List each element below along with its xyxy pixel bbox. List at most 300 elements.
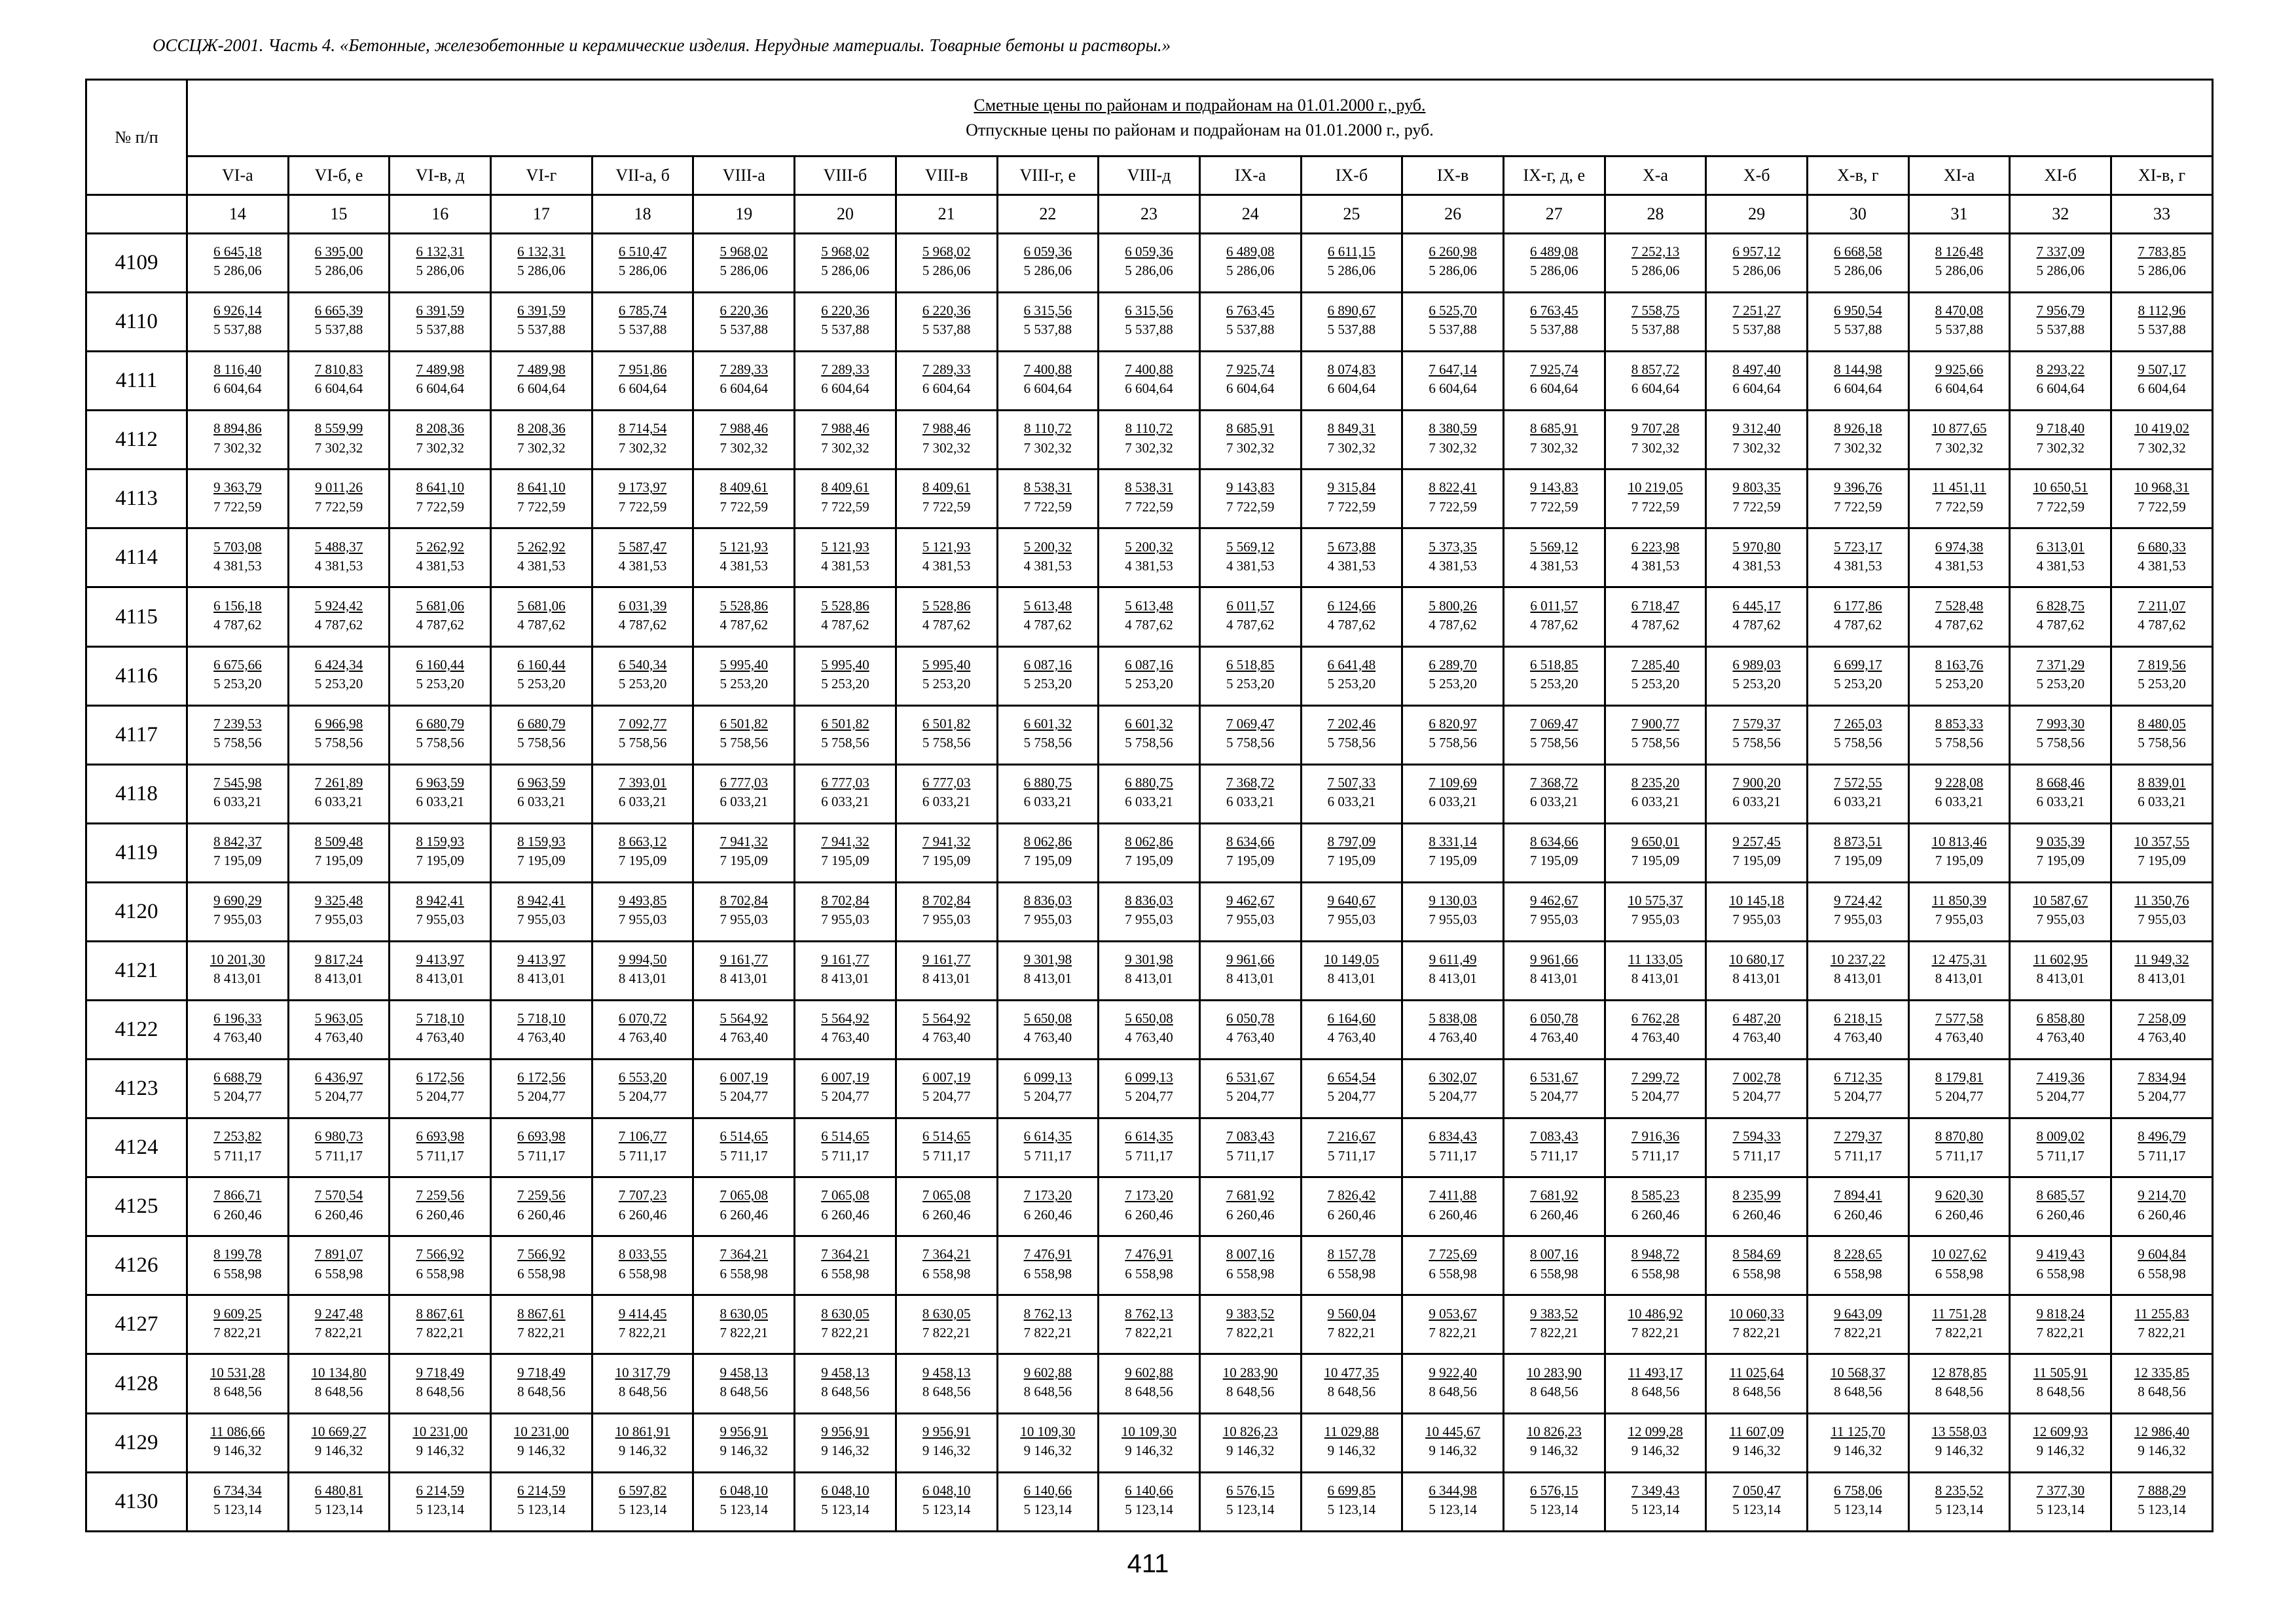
estimate-price: 10 109,30 — [1020, 1423, 1076, 1439]
price-cell — [491, 587, 592, 646]
price-cell — [795, 1060, 896, 1118]
release-price: 9 146,32 — [1023, 1442, 1072, 1458]
price-cell — [1099, 234, 1200, 293]
price-cell — [491, 764, 592, 823]
estimate-price: 11 086,66 — [210, 1423, 265, 1439]
release-price: 5 758,56 — [1732, 734, 1781, 750]
region-header: VIII-г, е — [997, 157, 1099, 195]
price-cell — [1503, 352, 1605, 411]
estimate-price: 8 762,13 — [1023, 1305, 1072, 1321]
price-cell — [1099, 1472, 1200, 1531]
estimate-price: 11 602,95 — [2033, 951, 2088, 968]
estimate-price: 7 681,92 — [1530, 1187, 1578, 1204]
release-price: 5 537,88 — [1732, 322, 1781, 338]
release-price: 5 123,14 — [1935, 1502, 1984, 1518]
release-price: 5 253,20 — [1530, 675, 1578, 692]
release-price: 4 787,62 — [1530, 616, 1578, 633]
price-cell — [693, 1060, 795, 1118]
price-cell — [2111, 411, 2213, 470]
estimate-price: 6 220,36 — [922, 303, 971, 319]
estimate-price: 10 317,79 — [615, 1364, 670, 1380]
price-cell — [1402, 941, 1504, 1000]
estimate-price: 6 611,15 — [1328, 244, 1376, 260]
price-cell — [1605, 352, 1706, 411]
estimate-price: 7 528,48 — [1935, 597, 1984, 614]
release-price: 6 033,21 — [1935, 794, 1984, 810]
estimate-price: 12 878,85 — [1931, 1364, 1987, 1380]
release-price: 9 146,32 — [1631, 1442, 1680, 1458]
release-price: 7 822,21 — [618, 1324, 667, 1340]
price-cell — [1706, 234, 1808, 293]
estimate-price: 9 383,52 — [1226, 1305, 1275, 1321]
release-price: 5 123,14 — [1023, 1502, 1072, 1518]
price-cell — [1908, 1472, 2010, 1531]
estimate-price: 6 665,39 — [314, 303, 363, 319]
price-cell — [1503, 1177, 1605, 1236]
price-cell — [491, 882, 592, 941]
estimate-price: 6 540,34 — [618, 656, 667, 673]
estimate-price: 6 514,65 — [720, 1128, 769, 1145]
release-price: 5 204,77 — [517, 1088, 566, 1105]
release-price: 7 955,03 — [1327, 912, 1376, 928]
release-price: 7 955,03 — [1732, 912, 1781, 928]
estimate-price: 5 718,10 — [517, 1010, 566, 1027]
estimate-price: 6 156,18 — [213, 597, 262, 614]
estimate-price: 11 751,28 — [1931, 1305, 1987, 1321]
estimate-price: 5 838,08 — [1429, 1010, 1477, 1027]
price-cell — [896, 411, 997, 470]
table-row — [86, 1354, 2213, 1413]
release-price: 5 253,20 — [618, 675, 667, 692]
column-number: 23 — [1099, 195, 1200, 234]
estimate-price: 6 313,01 — [2036, 538, 2085, 555]
release-price: 6 604,64 — [1631, 380, 1680, 397]
estimate-price: 7 681,92 — [1226, 1187, 1275, 1204]
price-cell — [592, 646, 693, 705]
release-price: 7 955,03 — [517, 912, 566, 928]
price-cell — [1199, 1001, 1301, 1060]
caption-row — [86, 80, 2213, 157]
column-number: 20 — [795, 195, 896, 234]
release-price: 9 146,32 — [1732, 1442, 1781, 1458]
estimate-price: 8 179,81 — [1935, 1069, 1984, 1086]
price-cell — [187, 1354, 289, 1413]
estimate-price: 10 219,05 — [1628, 479, 1683, 496]
estimate-price: 6 693,98 — [416, 1128, 464, 1145]
release-price: 7 822,21 — [1732, 1324, 1781, 1340]
estimate-price: 6 950,54 — [1834, 303, 1882, 319]
price-cell — [795, 705, 896, 764]
price-cell — [1199, 646, 1301, 705]
release-price: 6 033,21 — [618, 794, 667, 810]
price-cell — [795, 1413, 896, 1472]
estimate-price: 8 668,46 — [2036, 774, 2085, 790]
estimate-price: 6 218,15 — [1834, 1010, 1882, 1027]
release-price: 7 195,09 — [1023, 853, 1072, 869]
table-row — [86, 823, 2213, 882]
estimate-price: 8 894,86 — [213, 420, 262, 437]
estimate-price: 6 048,10 — [821, 1482, 869, 1498]
estimate-price: 9 602,88 — [1023, 1364, 1072, 1380]
estimate-price: 11 850,39 — [1931, 893, 1987, 908]
release-price: 7 822,21 — [416, 1324, 464, 1340]
estimate-price: 6 926,14 — [213, 303, 262, 319]
estimate-price: 7 109,69 — [1429, 774, 1477, 790]
price-cell — [795, 1354, 896, 1413]
release-price: 7 302,32 — [1125, 439, 1173, 456]
price-cell — [491, 352, 592, 411]
release-price: 4 787,62 — [314, 616, 363, 633]
price-cell — [1402, 1295, 1504, 1354]
release-price: 5 711,17 — [1429, 1147, 1477, 1164]
price-cell — [1402, 293, 1504, 352]
estimate-price: 10 531,28 — [210, 1364, 265, 1380]
price-cell — [592, 411, 693, 470]
region-header: IX-б — [1301, 157, 1402, 195]
price-cell — [693, 352, 795, 411]
price-cell — [896, 1001, 997, 1060]
release-price: 7 722,59 — [1023, 498, 1072, 515]
price-cell — [592, 528, 693, 587]
price-cell — [288, 705, 390, 764]
release-price: 5 537,88 — [1834, 322, 1882, 338]
release-price: 5 711,17 — [2138, 1147, 2186, 1164]
release-price: 7 722,59 — [2138, 498, 2186, 515]
price-cell — [693, 1001, 795, 1060]
estimate-price: 9 650,01 — [1631, 833, 1680, 849]
price-cell — [187, 1413, 289, 1472]
price-cell — [592, 1472, 693, 1531]
column-number: 14 — [187, 195, 289, 234]
price-cell — [1706, 470, 1808, 528]
table-row — [86, 1472, 2213, 1531]
release-price: 6 033,21 — [517, 794, 566, 810]
estimate-price: 12 609,93 — [2033, 1423, 2088, 1439]
estimate-price: 10 568,37 — [1830, 1364, 1886, 1380]
release-price: 7 302,32 — [922, 439, 971, 456]
price-cell — [1808, 411, 1909, 470]
estimate-price: 5 121,93 — [720, 538, 769, 555]
estimate-price: 8 842,37 — [213, 833, 262, 849]
price-cell — [187, 941, 289, 1000]
price-cell — [2111, 941, 2213, 1000]
estimate-price: 9 173,97 — [618, 479, 667, 496]
release-price: 8 648,56 — [1732, 1383, 1781, 1399]
estimate-price: 6 858,80 — [2036, 1010, 2085, 1027]
estimate-price: 9 620,30 — [1935, 1187, 1984, 1204]
release-price: 5 758,56 — [2138, 734, 2186, 750]
price-cell — [997, 411, 1099, 470]
column-number: 27 — [1503, 195, 1605, 234]
release-price: 6 033,21 — [821, 794, 869, 810]
estimate-price: 6 785,74 — [618, 303, 667, 319]
release-price: 6 558,98 — [1429, 1265, 1477, 1282]
price-cell — [1099, 293, 1200, 352]
price-cell — [2010, 352, 2111, 411]
estimate-price: 11 029,88 — [1324, 1423, 1379, 1439]
release-price: 4 787,62 — [517, 616, 566, 633]
release-price: 5 123,14 — [821, 1502, 869, 1518]
price-cell — [693, 293, 795, 352]
release-price: 5 123,14 — [618, 1502, 667, 1518]
estimate-price: 8 235,20 — [1631, 774, 1680, 790]
estimate-price: 7 289,33 — [821, 361, 869, 378]
release-price: 8 413,01 — [2036, 970, 2085, 987]
estimate-price: 7 083,43 — [1530, 1128, 1578, 1145]
price-cell — [795, 646, 896, 705]
release-price: 8 648,56 — [1429, 1383, 1477, 1399]
estimate-price: 6 172,56 — [517, 1069, 566, 1086]
price-cell — [997, 941, 1099, 1000]
estimate-price: 8 836,03 — [1125, 893, 1173, 908]
price-cell — [390, 1413, 491, 1472]
estimate-price: 8 702,84 — [821, 893, 869, 908]
price-cell — [1099, 1295, 1200, 1354]
estimate-price: 9 143,83 — [1530, 479, 1578, 496]
release-price: 7 822,21 — [1834, 1324, 1882, 1340]
release-price: 7 955,03 — [922, 912, 971, 928]
estimate-price: 6 777,03 — [922, 774, 971, 790]
price-cell — [2111, 1354, 2213, 1413]
price-cell — [390, 470, 491, 528]
price-cell — [1605, 1177, 1706, 1236]
estimate-price: 7 258,09 — [2138, 1010, 2186, 1027]
estimate-price: 9 315,84 — [1327, 479, 1376, 496]
estimate-price: 6 712,35 — [1834, 1069, 1882, 1086]
estimate-price: 7 002,78 — [1732, 1069, 1781, 1086]
release-price: 8 413,01 — [1935, 970, 1984, 987]
estimate-price: 8 822,41 — [1429, 479, 1477, 496]
estimate-price: 8 509,48 — [314, 833, 363, 849]
table-row — [86, 941, 2213, 1000]
price-cell — [693, 1413, 795, 1472]
estimate-price: 8 559,99 — [314, 420, 363, 437]
release-price: 5 253,20 — [213, 675, 262, 692]
release-price: 6 558,98 — [821, 1265, 869, 1282]
estimate-price: 10 201,30 — [210, 951, 265, 968]
price-cell — [693, 1118, 795, 1177]
estimate-price: 7 173,20 — [1125, 1187, 1173, 1204]
price-cell — [1099, 1060, 1200, 1118]
table-row — [86, 1177, 2213, 1236]
release-price: 5 253,20 — [1125, 675, 1173, 692]
release-price: 5 711,17 — [1834, 1147, 1882, 1164]
estimate-price: 11 949,32 — [2134, 951, 2189, 968]
estimate-price: 5 968,02 — [821, 244, 869, 260]
price-cell — [1706, 1060, 1808, 1118]
price-cell — [288, 764, 390, 823]
estimate-price: 6 777,03 — [720, 774, 769, 790]
release-price: 9 146,32 — [1226, 1442, 1275, 1458]
estimate-price: 8 062,86 — [1125, 833, 1173, 849]
estimate-price: 7 411,88 — [1429, 1187, 1477, 1204]
release-price: 5 123,14 — [314, 1502, 363, 1518]
release-price: 5 253,20 — [720, 675, 769, 692]
price-cell — [1199, 882, 1301, 941]
release-price: 5 123,14 — [1429, 1502, 1477, 1518]
price-cell — [997, 1354, 1099, 1413]
price-cell — [1099, 941, 1200, 1000]
estimate-price: 5 924,42 — [314, 597, 363, 614]
estimate-price: 8 641,10 — [517, 479, 566, 496]
estimate-price: 5 564,92 — [821, 1010, 869, 1027]
release-price: 7 302,32 — [2036, 439, 2085, 456]
item-number: 4112 — [86, 411, 187, 470]
release-price: 5 204,77 — [720, 1088, 769, 1105]
release-price: 7 195,09 — [1226, 853, 1275, 869]
release-price: 5 204,77 — [1023, 1088, 1072, 1105]
price-cell — [1706, 705, 1808, 764]
release-price: 4 787,62 — [922, 616, 971, 633]
price-cell — [1099, 1413, 1200, 1472]
estimate-price: 9 724,42 — [1834, 893, 1882, 908]
item-number: 4121 — [86, 941, 187, 1000]
region-header: VI-а — [187, 157, 289, 195]
price-cell — [1706, 1413, 1808, 1472]
price-cell — [1099, 352, 1200, 411]
price-cell — [896, 234, 997, 293]
estimate-price: 11 350,76 — [2134, 893, 2189, 908]
price-cell — [2010, 293, 2111, 352]
release-price: 6 604,64 — [314, 380, 363, 397]
release-price: 7 955,03 — [1429, 912, 1477, 928]
estimate-price: 6 762,28 — [1631, 1010, 1680, 1027]
release-price: 6 033,21 — [1530, 794, 1578, 810]
price-cell — [2111, 1001, 2213, 1060]
release-price: 4 763,40 — [416, 1029, 464, 1046]
estimate-price: 9 922,40 — [1429, 1364, 1477, 1380]
release-price: 4 787,62 — [1125, 616, 1173, 633]
price-cell — [1605, 1236, 1706, 1295]
release-price: 4 787,62 — [1834, 616, 1882, 633]
price-cell — [592, 587, 693, 646]
release-price: 6 033,21 — [314, 794, 363, 810]
estimate-price: 6 514,65 — [821, 1128, 869, 1145]
price-cell — [187, 411, 289, 470]
item-number: 4125 — [86, 1177, 187, 1236]
price-cell — [2010, 587, 2111, 646]
price-cell — [1908, 293, 2010, 352]
price-cell — [1503, 470, 1605, 528]
price-cell — [187, 705, 289, 764]
price-cell — [1808, 352, 1909, 411]
estimate-price: 9 462,67 — [1530, 893, 1578, 908]
estimate-price: 9 818,24 — [2036, 1305, 2085, 1321]
release-price: 5 711,17 — [1631, 1147, 1679, 1164]
price-cell — [288, 882, 390, 941]
price-cell — [390, 352, 491, 411]
estimate-price: 7 216,67 — [1327, 1128, 1376, 1145]
price-cell — [1503, 234, 1605, 293]
price-cell — [592, 352, 693, 411]
release-price: 5 537,88 — [618, 322, 667, 338]
release-price: 5 204,77 — [416, 1088, 464, 1105]
release-price: 9 146,32 — [1429, 1442, 1477, 1458]
release-price: 6 260,46 — [1530, 1206, 1578, 1223]
release-price: 5 537,88 — [1023, 322, 1072, 338]
price-cell — [491, 528, 592, 587]
price-cell — [1301, 1001, 1402, 1060]
release-price: 8 648,56 — [2036, 1383, 2085, 1399]
column-number: 29 — [1706, 195, 1808, 234]
price-cell — [491, 823, 592, 882]
release-price: 4 787,62 — [1935, 616, 1984, 633]
release-price: 9 146,32 — [416, 1442, 464, 1458]
release-price: 8 413,01 — [1023, 970, 1072, 987]
estimate-price: 10 575,37 — [1628, 893, 1683, 908]
estimate-price: 5 703,08 — [213, 538, 262, 555]
release-price: 5 711,17 — [821, 1147, 869, 1164]
estimate-price: 9 414,45 — [618, 1305, 667, 1321]
release-price: 6 260,46 — [314, 1206, 363, 1223]
estimate-price: 6 436,97 — [314, 1069, 363, 1086]
estimate-price: 8 873,51 — [1834, 833, 1882, 849]
estimate-price: 5 800,26 — [1429, 597, 1477, 614]
estimate-price: 9 602,88 — [1125, 1364, 1173, 1380]
price-cell — [1808, 470, 1909, 528]
price-cell — [1301, 352, 1402, 411]
estimate-price: 5 613,48 — [1023, 597, 1072, 614]
estimate-price: 10 283,90 — [1222, 1364, 1278, 1380]
item-number: 4126 — [86, 1236, 187, 1295]
price-cell — [997, 1413, 1099, 1472]
estimate-price: 7 364,21 — [720, 1246, 769, 1263]
estimate-price: 7 265,03 — [1834, 715, 1882, 731]
estimate-price: 12 335,85 — [2134, 1364, 2189, 1380]
price-cell — [1706, 1177, 1808, 1236]
estimate-price: 8 853,33 — [1935, 715, 1984, 731]
estimate-price: 12 099,28 — [1628, 1423, 1683, 1439]
estimate-price: 7 400,88 — [1125, 361, 1173, 378]
estimate-price: 9 053,67 — [1429, 1305, 1477, 1321]
table-row — [86, 705, 2213, 764]
region-header: IX-а — [1199, 157, 1301, 195]
estimate-price: 8 702,84 — [720, 893, 769, 908]
release-price: 6 260,46 — [618, 1206, 667, 1223]
price-cell — [1503, 528, 1605, 587]
price-cell — [1301, 1472, 1402, 1531]
release-price: 8 413,01 — [2138, 970, 2186, 987]
estimate-price: 6 007,19 — [720, 1069, 769, 1086]
price-cell — [187, 764, 289, 823]
release-price: 5 286,06 — [2138, 263, 2186, 279]
release-price: 4 787,62 — [618, 616, 667, 633]
estimate-price: 7 810,83 — [314, 361, 363, 378]
estimate-price: 10 231,00 — [513, 1423, 569, 1439]
table-row — [86, 646, 2213, 705]
estimate-price: 6 480,81 — [314, 1482, 363, 1498]
price-cell — [1605, 1354, 1706, 1413]
estimate-price: 7 988,46 — [720, 420, 769, 437]
release-price: 6 260,46 — [1631, 1206, 1680, 1223]
release-price: 8 648,56 — [517, 1383, 566, 1399]
price-cell — [693, 528, 795, 587]
release-price: 8 648,56 — [922, 1383, 971, 1399]
release-price: 7 195,09 — [314, 853, 363, 869]
table-row — [86, 587, 2213, 646]
price-cell — [1503, 1295, 1605, 1354]
estimate-price: 10 650,51 — [2033, 479, 2088, 496]
price-cell — [2111, 705, 2213, 764]
estimate-price: 6 980,73 — [314, 1128, 363, 1145]
estimate-price: 8 157,78 — [1327, 1246, 1376, 1263]
price-cell — [2010, 1001, 2111, 1060]
release-price: 5 711,17 — [1226, 1147, 1275, 1164]
estimate-price: 6 963,59 — [416, 774, 464, 790]
estimate-price: 6 140,66 — [1023, 1482, 1072, 1498]
release-price: 5 537,88 — [1429, 322, 1477, 338]
estimate-price: 9 247,48 — [314, 1305, 363, 1321]
